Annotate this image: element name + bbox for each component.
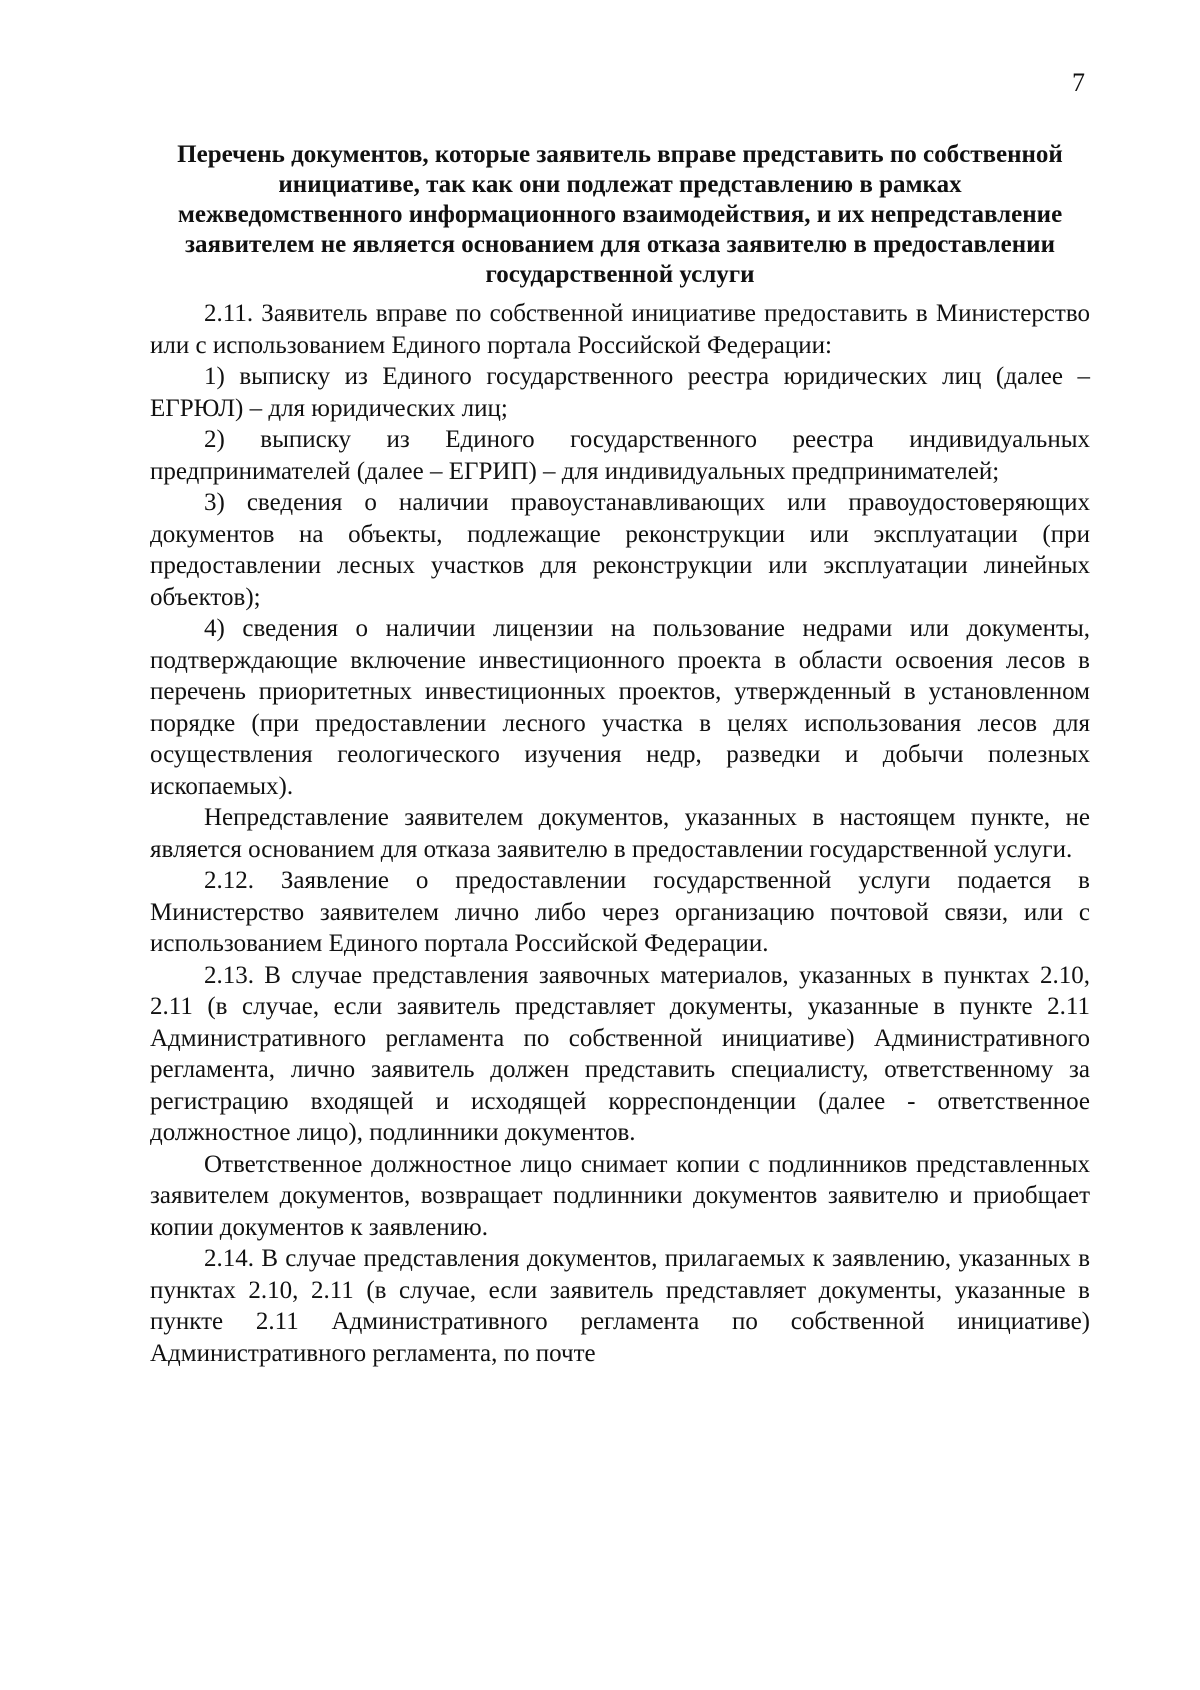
list-item-4: 4) сведения о наличии лицензии на пользование недрами или документы, подтверждающие включение инвестиционного проекта в области освоения лесов в перечень приоритетных инвестиционных проектов, утвержденный в установленном порядке (при предоставлении лесного участка в целях использования лесов для осуществления геологического изучения недр, разведки и добычи полезных ископаемых).	[150, 615, 1090, 800]
paragraph-nonsubmission: Непредставление заявителем документов, указанных в настоящем пункте, не является основанием для отказа заявителю в предоставлении государственной услуги.	[150, 804, 1090, 863]
list-item-3: 3) сведения о наличии правоустанавливающих или правоудостоверяющих документов на объекты, подлежащие реконструкции или эксплуатации (при предоставлении лесных участков для реконструкции или эксплуатации линейных объектов);	[150, 489, 1090, 611]
paragraph-2-11: 2.11. Заявитель вправе по собственной инициативе предоставить в Министерство или с использованием Единого портала Российской Федерации:	[150, 300, 1090, 359]
section-heading: Перечень документов, которые заявитель вправе представить по собственной инициативе, так как они подлежат представлению в рамках межведомственного информационного взаимодействия, и их непредставление заявителем не является основанием для отказа заявителю в предоставлении государственной услуги	[177, 141, 1063, 288]
paragraph-2-13: 2.13. В случае представления заявочных материалов, указанных в пунктах 2.10, 2.11 (в случае, если заявитель представляет документы, указанные в пункте 2.11 Административного регламента по собственной инициативе) Административного регламента, лично заявитель должен представить специалисту, ответственному за регистрацию входящей и исходящей корреспонденции (далее - ответственное должностное лицо), подлинники документов.	[150, 961, 1090, 1146]
body-text	[150, 298, 1090, 1369]
paragraph-2-14: 2.14. В случае представления документов, прилагаемых к заявлению, указанных в пунктах 2.10, 2.11 (в случае, если заявитель представляет документы, указанные в пункте 2.11 Административного регламента по собственной инициативе) Административного регламента, по почте	[150, 1245, 1090, 1367]
paragraph-official-copies: Ответственное должностное лицо снимает копии с подлинников представленных заявителем документов, возвращает подлинники документов заявителю и приобщает копии документов к заявлению.	[150, 1150, 1090, 1241]
list-item-2: 2) выписку из Единого государственного реестра индивидуальных предпринимателей (далее – ЕГРИП) – для индивидуальных предпринимателей;	[150, 426, 1090, 485]
paragraph-2-12: 2.12. Заявление о предоставлении государственной услуги подается в Министерство заявителем лично либо через организацию почтовой связи, или с использованием Единого портала Российской Федерации.	[150, 867, 1090, 957]
list-item-1: 1) выписку из Единого государственного реестра юридических лиц (далее – ЕГРЮЛ) – для юридических лиц;	[150, 363, 1090, 422]
page-number: 7	[1072, 68, 1085, 97]
